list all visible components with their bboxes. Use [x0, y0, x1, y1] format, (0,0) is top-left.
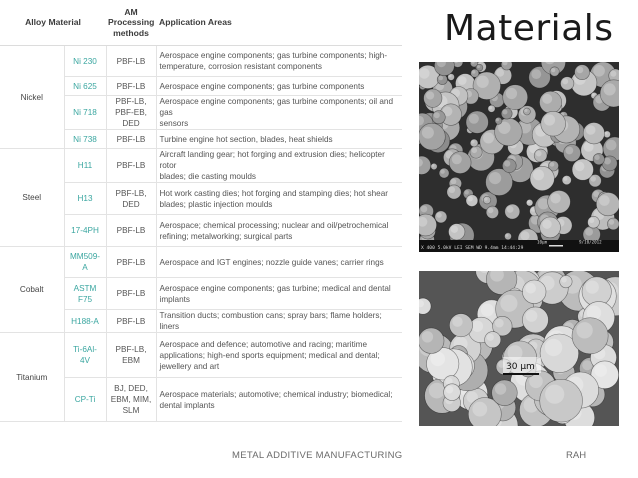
alloy-name — [64, 310, 106, 333]
alloy-name-line: H11 — [77, 161, 93, 170]
processing-method — [106, 247, 156, 278]
alloy-name-line: Ni 625 — [73, 81, 97, 91]
processing-method-line: BJ, DED, — [114, 384, 148, 393]
application-areas-line: refining; metalworking; surgical parts — [159, 231, 293, 241]
application-areas — [156, 77, 402, 96]
alloy-name-line: A — [82, 263, 88, 272]
processing-method — [106, 215, 156, 247]
application-areas — [156, 96, 402, 130]
processing-method-line: PBF-LB — [116, 134, 146, 144]
table-row — [0, 46, 402, 77]
application-areas-line: Turbine engine hot section, blades, heat shields — [159, 134, 333, 144]
processing-method-line: SLM — [122, 406, 140, 415]
processing-method — [106, 278, 156, 310]
alloy-name-line: ASTM — [73, 283, 97, 293]
sem-scale-label: 10μm — [537, 239, 548, 245]
processing-method-line: DED — [122, 199, 140, 209]
processing-method-line: PBF-LB — [116, 289, 146, 298]
application-areas-line: Aerospace engine components; gas turbine components — [159, 81, 365, 91]
processing-method-line: PBF-LB, — [115, 97, 147, 106]
sem-caption: X 400 5.0kV LEI SEM WD 9.4mm 14:44:29 — [421, 246, 524, 251]
powder-micrograph-sem — [419, 62, 619, 252]
slide-title: Materials — [444, 8, 614, 49]
alloy-name-line: H13 — [77, 194, 93, 203]
processing-method — [106, 333, 156, 378]
application-areas-line: sensors — [159, 119, 189, 128]
application-areas-line: blades; plastic injection moulds — [159, 199, 273, 209]
sem2-scale-bar — [503, 373, 539, 375]
application-areas-line: temperature, corrosion resistant components — [159, 62, 322, 71]
processing-method-line: PBF-LB — [116, 257, 146, 267]
processing-method — [106, 378, 156, 422]
alloy-name-line: H188-A — [71, 316, 99, 326]
alloy-group-steel: Steel — [0, 149, 64, 247]
processing-method — [106, 130, 156, 149]
processing-method — [106, 149, 156, 183]
alloy-name — [64, 333, 106, 378]
application-areas — [156, 310, 402, 333]
processing-method-line: PBF-LB — [116, 81, 146, 91]
application-areas-line: Hot work casting dies; hot forging and stamping dies; hot shear — [159, 188, 388, 198]
processing-method — [106, 183, 156, 215]
alloy-name-line: Ni 718 — [73, 108, 97, 117]
application-areas — [156, 215, 402, 247]
application-areas-line: applications; high-end sports equipment; medical and dental; — [159, 350, 380, 360]
processing-method-line: DED — [122, 119, 140, 128]
application-areas-line: jewellery and art — [159, 361, 220, 371]
header-am-processing-line: AM — [124, 6, 138, 17]
table-row — [0, 333, 402, 378]
application-areas-line: Aerospace and IGT engines; nozzle guide vanes; carrier rings — [159, 257, 384, 267]
processing-method-line: PBF-LB, — [115, 188, 147, 198]
powder-micrograph-spheres — [419, 271, 619, 426]
alloy-name — [64, 215, 106, 247]
processing-method-line: PBF-LB — [116, 56, 146, 66]
application-areas — [156, 247, 402, 278]
header-alloy-material: Alloy Material — [0, 0, 106, 46]
footer-author: RAH — [566, 450, 587, 461]
alloy-name-line: MM509- — [69, 252, 101, 261]
header-am-processing-line: Processing — [108, 17, 155, 28]
sem-scale-bar — [549, 245, 563, 247]
footer-course-title: METAL ADDITIVE MANUFACTURING — [232, 450, 403, 461]
alloy-name — [64, 77, 106, 96]
processing-method-line: PBF-LB — [116, 316, 146, 326]
application-areas-line: blades; die casting moulds — [159, 172, 257, 181]
sem2-scale-label: 30 μm — [506, 362, 535, 372]
application-areas-line: dental implants — [159, 400, 215, 410]
application-areas-line: Aerospace engine components; gas turbine components; high- — [159, 51, 388, 60]
processing-method-line: PBF-LB — [116, 161, 146, 170]
alloy-name-line: Ni 230 — [73, 56, 97, 66]
table-header-row — [0, 0, 402, 46]
alloy-name — [64, 183, 106, 215]
alloy-name-line: Ni 738 — [73, 134, 97, 144]
application-areas-line: Aircraft landing gear; hot forging and extrusion dies; helicopter rotor — [159, 150, 385, 170]
table-row — [0, 149, 402, 183]
application-areas — [156, 46, 402, 77]
application-areas — [156, 278, 402, 310]
alloy-group-cobalt: Cobalt — [0, 247, 64, 333]
application-areas-line: implants — [159, 294, 191, 304]
application-areas — [156, 183, 402, 215]
application-areas-line: Transition ducts; combustion cans; spray bars; flame holders; liners — [159, 311, 382, 331]
processing-method-line: EBM, MIM, — [110, 395, 152, 404]
application-areas-line: Aerospace and defence; automotive and racing; maritime — [159, 339, 368, 349]
header-am-processing-line: methods — [113, 27, 149, 38]
alloy-name-line: CP-Ti — [74, 395, 96, 404]
processing-method — [106, 46, 156, 77]
processing-method — [106, 310, 156, 333]
application-areas-line: Aerospace engine components; gas turbine; medical and dental — [159, 283, 391, 293]
processing-method-line: EBM — [122, 356, 140, 365]
application-areas — [156, 149, 402, 183]
processing-method-line: PBF-LB — [116, 226, 146, 235]
application-areas — [156, 333, 402, 378]
application-areas-line: Aerospace materials; automotive; chemical industry; biomedical; — [159, 389, 393, 399]
processing-method — [106, 96, 156, 130]
application-areas — [156, 130, 402, 149]
processing-method — [106, 77, 156, 96]
sem-image — [419, 62, 619, 252]
processing-method-line: PBF-LB, — [115, 345, 147, 354]
alloy-name — [64, 130, 106, 149]
application-areas-line: Aerospace engine components; gas turbine components; oil and gas — [159, 97, 394, 117]
alloy-name-line: 4V — [80, 356, 91, 365]
alloy-name — [64, 149, 106, 183]
application-areas-line: Aerospace; chemical processing; nuclear and oil/petrochemical — [159, 220, 389, 230]
alloy-name — [64, 378, 106, 422]
alloy-name — [64, 46, 106, 77]
table-row — [0, 247, 402, 278]
alloy-name — [64, 96, 106, 130]
sem-image-2 — [419, 271, 619, 426]
header-application-areas: Application Areas — [156, 0, 402, 46]
application-areas — [156, 378, 402, 422]
sem-date: 9/10/2012 — [579, 239, 602, 245]
alloy-name — [64, 247, 106, 278]
alloy-name-line: F75 — [77, 294, 93, 304]
alloy-name — [64, 278, 106, 310]
alloy-name-line: 17-4PH — [71, 226, 99, 235]
header-am-processing — [106, 0, 156, 46]
alloy-name-line: Ti-6Al- — [73, 345, 97, 354]
alloy-group-nickel: Nickel — [0, 46, 64, 149]
processing-method-line: PBF-EB, — [115, 108, 147, 117]
alloy-group-titanium: Titanium — [0, 333, 64, 422]
